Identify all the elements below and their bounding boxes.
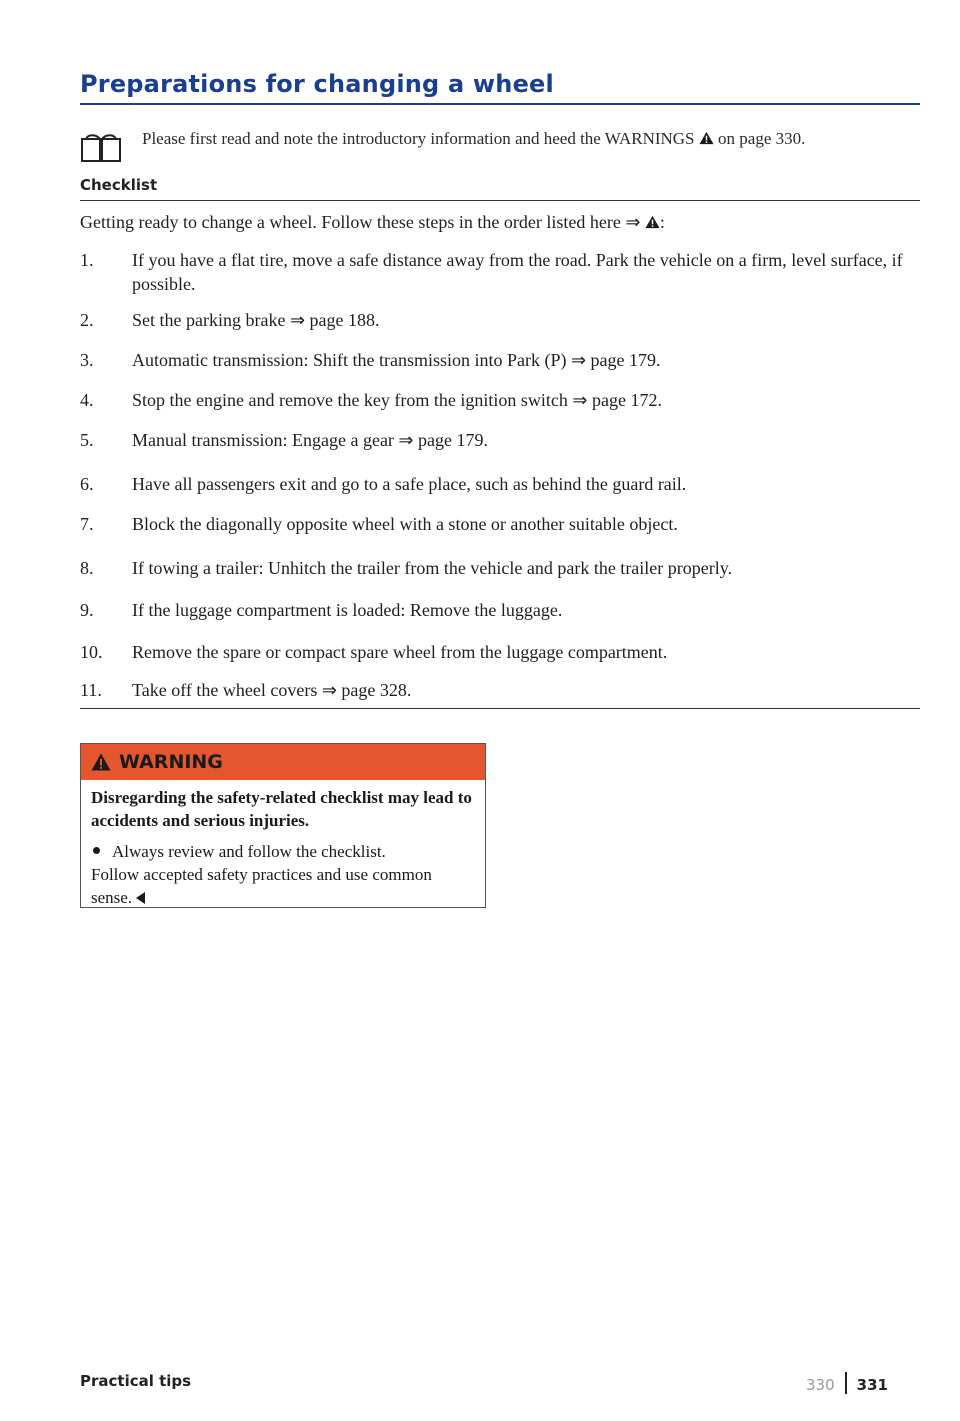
checklist-label: Checklist [80, 176, 158, 194]
step-text: Manual transmission: Engage a gear ⇒ page 179. [132, 430, 488, 450]
step-text: Automatic transmission: Shift the transmission into Park (P) ⇒ page 179. [132, 350, 661, 370]
step-number: 11. [80, 680, 102, 700]
title-divider [80, 103, 920, 105]
checklist-lead-text: Getting ready to change a wheel. Follow these steps in the order listed here ⇒ [80, 212, 641, 232]
step-number: 6. [80, 474, 94, 494]
step-text: If towing a trailer: Unhitch the trailer from the vehicle and park the trailer properly. [132, 558, 733, 578]
checklist-end-divider [80, 708, 920, 709]
step-text: Stop the engine and remove the key from the ignition switch ⇒ page 172. [132, 390, 662, 410]
warning-heading: WARNING [119, 751, 223, 773]
step-number: 5. [80, 430, 94, 450]
page-number-prev: 330 [806, 1376, 835, 1394]
warning-bullet-continuation [91, 863, 475, 909]
warning-box [80, 743, 486, 908]
step-number: 2. [80, 310, 94, 330]
step-text: Have all passengers exit and go to a safe place, such as behind the guard rail. [132, 474, 687, 494]
step-number: 4. [80, 390, 94, 410]
page-separator [845, 1372, 847, 1394]
step-number: 9. [80, 600, 94, 620]
end-of-section-icon [136, 892, 145, 904]
step-text: Set the parking brake ⇒ page 188. [132, 310, 380, 330]
step-number: 8. [80, 558, 94, 578]
footer-page-numbers [806, 1372, 888, 1394]
bullet-dot-icon [93, 847, 100, 854]
warning-triangle-icon [91, 753, 111, 771]
step-number: 3. [80, 350, 94, 370]
warning-bullet-line-1: Always review and follow the checklist. [112, 842, 386, 861]
warning-body [81, 780, 485, 909]
checklist-divider [80, 200, 920, 201]
step-number: 10. [80, 642, 103, 662]
checklist-lead [80, 210, 920, 234]
intro-pre: Please first read and note the introductory information and heed the WARNINGS [142, 129, 695, 148]
step-text: If the luggage compartment is loaded: Remove the luggage. [132, 600, 563, 620]
step-number: 7. [80, 514, 94, 534]
warning-triangle-icon [645, 215, 660, 229]
intro-post: on page 330. [718, 129, 806, 148]
step-number: 1. [80, 250, 94, 270]
step-text: If you have a flat tire, move a safe distance away from the road. Park the vehicle on a firm, level surface, if possible. [132, 250, 903, 294]
book-icon [80, 133, 122, 163]
page-title: Preparations for changing a wheel [80, 70, 554, 98]
warning-bullet [91, 840, 475, 863]
page-number-current: 331 [856, 1376, 888, 1394]
warning-bullet-line-2: Follow accepted safety practices and use common sense. [91, 865, 432, 907]
step-text: Block the diagonally opposite wheel with a stone or another suitable object. [132, 514, 678, 534]
checklist-lead-colon: : [659, 212, 665, 232]
warning-lead: Disregarding the safety-related checklist may lead to accidents and serious injuries. [91, 788, 472, 830]
step-text: Take off the wheel covers ⇒ page 328. [132, 680, 412, 700]
footer-section: Practical tips [80, 1372, 192, 1390]
warning-header [81, 744, 485, 780]
step-text: Remove the spare or compact spare wheel from the luggage compartment. [132, 642, 668, 662]
warning-triangle-icon [699, 131, 714, 145]
intro-text [142, 128, 932, 150]
